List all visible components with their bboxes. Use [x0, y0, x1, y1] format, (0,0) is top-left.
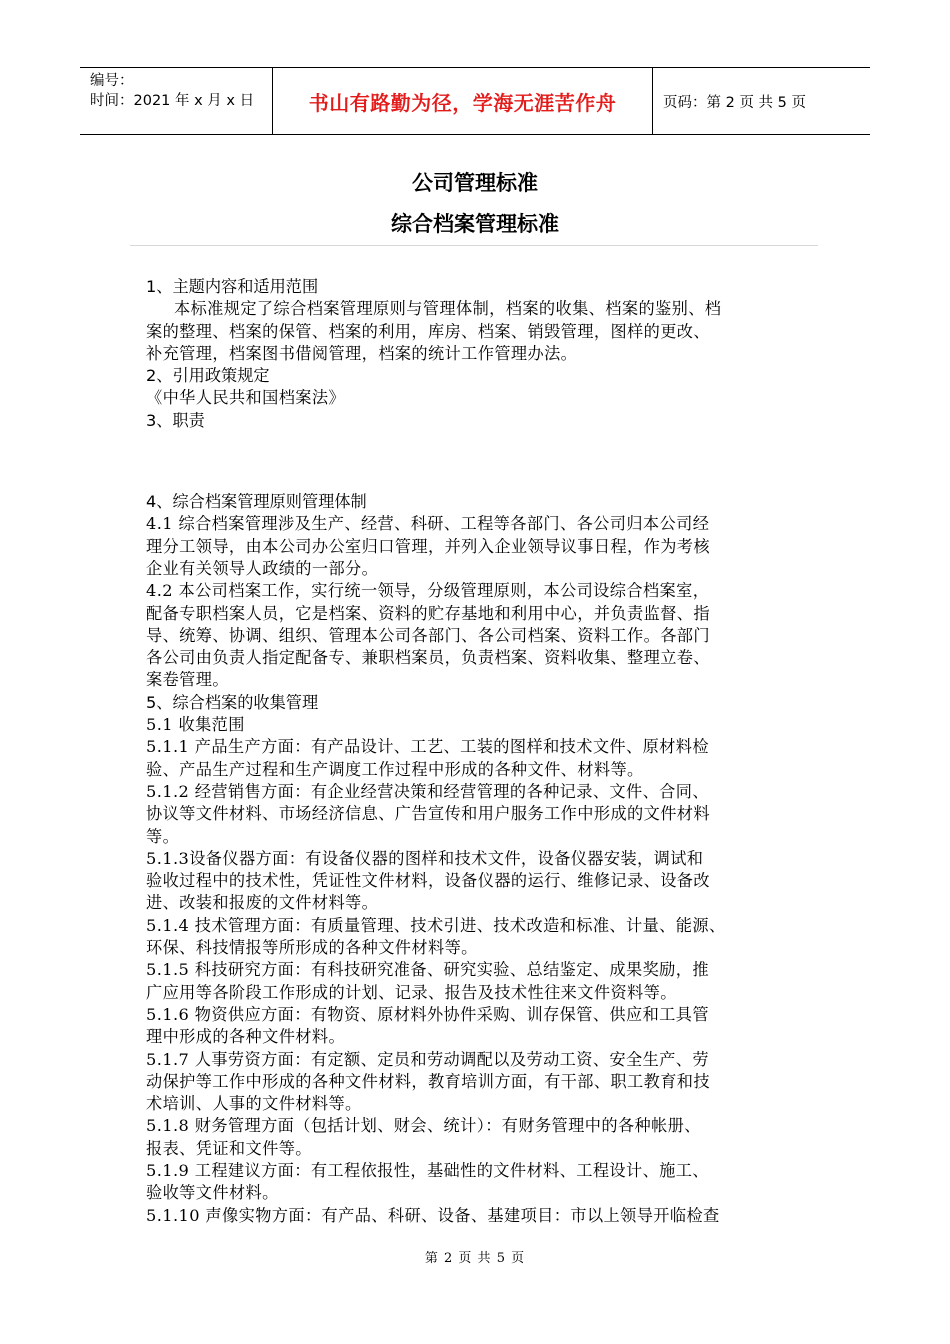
- document-title-company: 公司管理标准: [412, 171, 538, 195]
- paragraph-line: 理分工领导，由本公司办公室归口管理，并列入企业领导议事日程，作为考核: [146, 536, 710, 556]
- paragraph-line: 4.1 综合档案管理涉及生产、经营、科研、工程等各部门、各公司归本公司经: [146, 514, 710, 534]
- paragraph-line: 各公司由负责人指定配备专、兼职档案员，负责档案、资料收集、整理立卷、: [146, 648, 710, 668]
- page-footer: 第 2 页 共 5 页: [424, 1251, 526, 1266]
- paragraph-line: 配备专职档案人员，它是档案、资料的贮存基地和利用中心，并负责监督、指: [146, 603, 710, 623]
- paragraph-line: 5.1.7 人事劳资方面：有定额、定员和劳动调配以及劳动工资、安全生产、劳: [146, 1049, 709, 1069]
- paragraph-line: 理中形成的各种文件材料。: [146, 1027, 346, 1047]
- paragraph-line: 环保、科技情报等所形成的各种文件材料等。: [146, 938, 478, 958]
- document-body: [146, 276, 810, 1227]
- paragraph-line: 案卷管理。: [146, 670, 229, 690]
- paragraph-line: 4.2 本公司档案工作，实行统一领导，分级管理原则，本公司设综合档案室，: [146, 581, 710, 601]
- paragraph-line: 等。: [146, 826, 180, 846]
- section-heading: 5、综合档案的收集管理: [146, 692, 319, 712]
- paragraph-line: 补充管理，档案图书借阅管理，档案的统计工作管理办法。: [146, 343, 578, 363]
- section-heading: 3、职责: [146, 410, 205, 430]
- paragraph-line: 术培训、人事的文件材料等。: [146, 1094, 362, 1114]
- paragraph-line: 验、产品生产过程和生产调度工作过程中形成的各种文件、材料等。: [146, 759, 644, 779]
- motto-cell: [273, 68, 653, 134]
- title-divider: [130, 245, 818, 246]
- section-heading: 4、综合档案管理原则管理体制: [146, 492, 367, 512]
- paragraph-line: 5.1.6 物资供应方面：有物资、原材料外协件采购、训存保管、供应和工具管: [146, 1004, 709, 1024]
- paragraph-line: 5.1.8 财务管理方面（包括计划、财会、统计）：有财务管理中的各种帐册、: [146, 1116, 701, 1136]
- motto-text: 书山有路勤为径，学海无涯苦作舟: [308, 90, 617, 115]
- paragraph-line: 协议等文件材料、市场经济信息、广告宣传和用户服务工作中形成的文件材料: [146, 804, 710, 824]
- paragraph-line: 本标准规定了综合档案管理原则与管理体制，档案的收集、档案的鉴别、档: [174, 299, 722, 319]
- blank-space: [146, 432, 810, 491]
- paragraph-line: 5.1.10 声像实物方面：有产品、科研、设备、基建项目：市以上领导开临检查: [146, 1205, 720, 1225]
- paragraph-line: 5.1.2 经营销售方面：有企业经营决策和经营管理的各种记录、文件、合同、: [146, 781, 709, 801]
- paragraph-line: 5.1.4 技术管理方面：有质量管理、技术引进、技术改造和标准、计量、能源、: [146, 915, 726, 935]
- paragraph-line: 进、改装和报废的文件材料等。: [146, 893, 379, 913]
- page-info-text: 页码：第 2 页 共 5 页: [663, 94, 806, 111]
- section-heading: 1、主题内容和适用范围: [146, 277, 319, 296]
- paragraph-line: 验收过程中的技术性，凭证性文件材料，设备仪器的运行、维修记录、设备改: [146, 871, 710, 891]
- paragraph-line: 5.1 收集范围: [146, 715, 245, 735]
- paragraph-line: 导、统筹、协调、组织、管理本公司各部门、各公司档案、资料工作。各部门: [146, 625, 710, 645]
- paragraph-line: 5.1.9 工程建议方面：有工程依报性，基础性的文件材料、工程设计、施工、: [146, 1160, 709, 1180]
- paragraph-line: 5.1.5 科技研究方面：有科技研究准备、研究实验、总结鉴定、成果奖励，推: [146, 960, 709, 980]
- document-title-standard: 综合档案管理标准: [391, 212, 559, 236]
- paragraph-line: 广应用等各阶段工作形成的计划、记录、报告及技术性往来文件资料等。: [146, 982, 677, 1002]
- page-info-cell: [653, 68, 870, 134]
- paragraph-line: 5.1.3设备仪器方面：有设备仪器的图样和技术文件，设备仪器安装，调试和: [146, 848, 704, 868]
- header-meta-cell: [80, 68, 273, 134]
- paragraph-line: 案的整理、档案的保管、档案的利用，库房、档案、销毁管理，图样的更改、: [146, 321, 710, 341]
- paragraph-line: 5.1.1 产品生产方面：有产品设计、工艺、工装的图样和技术文件、原材料检: [146, 737, 709, 757]
- time-label: 时间：2021 年 x 月 x 日: [90, 93, 255, 109]
- paragraph-line: 验收等文件材料。: [146, 1183, 279, 1203]
- paragraph-line: 企业有关领导人政绩的一部分。: [146, 558, 379, 578]
- paragraph-line: 报表、凭证和文件等。: [146, 1138, 312, 1158]
- paragraph-line: 动保护等工作中形成的各种文件材料，教育培训方面，有干部、职工教育和技: [146, 1071, 710, 1091]
- section-heading: 2、引用政策规定: [146, 366, 270, 386]
- header-table: [80, 67, 870, 135]
- number-label: 编号：: [90, 73, 134, 89]
- paragraph-line: 《中华人民共和国档案法》: [146, 388, 346, 408]
